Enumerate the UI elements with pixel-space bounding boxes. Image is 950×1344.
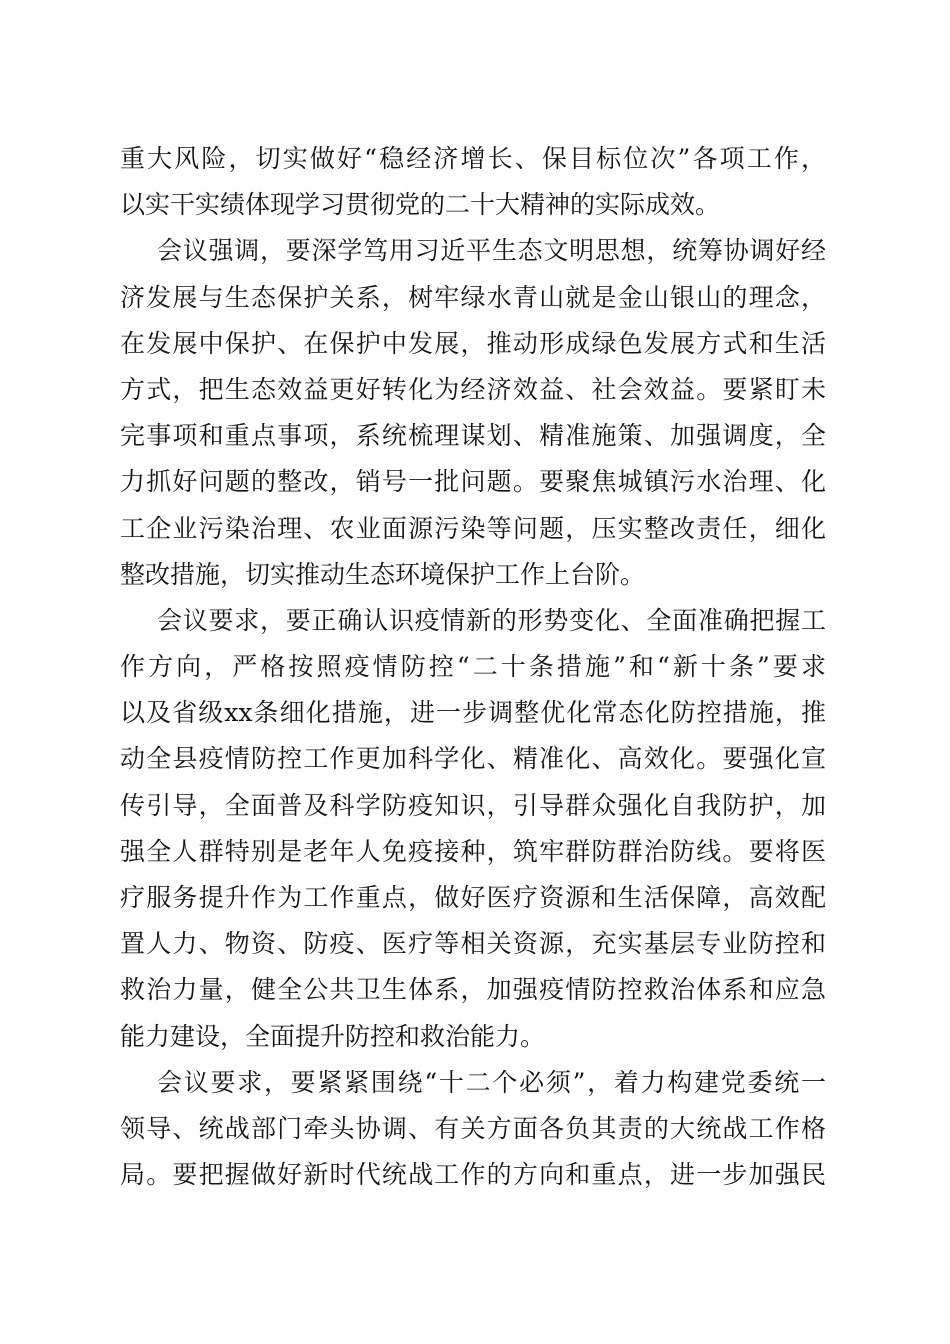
text-line: 完事项和重点事项，系统梳理谋划、精准施策、加强调度，全 <box>120 421 826 451</box>
text-line: 力抓好问题的整改，销号一批问题。要聚焦城镇污水治理、化 <box>120 467 826 497</box>
text-line: 置人力、物资、防疫、医疗等相关资源，充实基层专业防控和 <box>120 929 826 959</box>
text-line: 整改措施，切实推动生态环境保护工作上台阶。 <box>120 559 646 589</box>
text-line: 以及省级xx条细化措施，进一步调整优化常态化防控措施，推 <box>120 698 826 728</box>
text-line: 作方向，严格按照疫情防控“二十条措施”和“新十条”要求 <box>120 652 826 682</box>
text-line: 强全人群特别是老年人免疫接种，筑牢群防群治防线。要将医 <box>120 836 826 866</box>
text-line: 领导、统战部门牵头协调、有关方面各负其责的大统战工作格 <box>120 1113 826 1143</box>
text-line: 重大风险，切实做好“稳经济增长、保目标位次”各项工作， <box>120 144 826 173</box>
paragraph-first-line: 会议要求，要紧紧围绕“十二个必须”，着力构建党委统一 <box>157 1067 826 1097</box>
paragraph-first-line: 会议要求，要正确认识疫情新的形势变化、全面准确把握工 <box>157 605 826 635</box>
text-line: 方式，把生态效益更好转化为经济效益、社会效益。要紧盯未 <box>120 374 826 404</box>
paragraph-first-line: 会议强调，要深学笃用习近平生态文明思想，统筹协调好经 <box>157 236 826 266</box>
text-line: 工企业污染治理、农业面源污染等问题，压实整改责任，细化 <box>120 513 826 543</box>
text-line: 能力建设，全面提升防控和救治能力。 <box>120 1021 546 1051</box>
text-line: 传引导，全面普及科学防疫知识，引导群众强化自我防护，加 <box>120 790 826 820</box>
text-line: 救治力量，健全公共卫生体系，加强疫情防控救治体系和应急 <box>120 975 826 1005</box>
text-line: 以实干实绩体现学习贯彻党的二十大精神的实际成效。 <box>120 190 721 220</box>
text-line: 在发展中保护、在保护中发展，推动形成绿色发展方式和生活 <box>120 328 826 358</box>
text-line: 动全县疫情防控工作更加科学化、精准化、高效化。要强化宣 <box>120 744 826 774</box>
text-line: 疗服务提升作为工作重点，做好医疗资源和生活保障，高效配 <box>120 883 826 912</box>
text-line: 济发展与生态保护关系，树牢绿水青山就是金山银山的理念， <box>120 282 826 312</box>
text-line: 局。要把握做好新时代统战工作的方向和重点，进一步加强民 <box>120 1160 826 1190</box>
body-text <box>120 136 826 1198</box>
